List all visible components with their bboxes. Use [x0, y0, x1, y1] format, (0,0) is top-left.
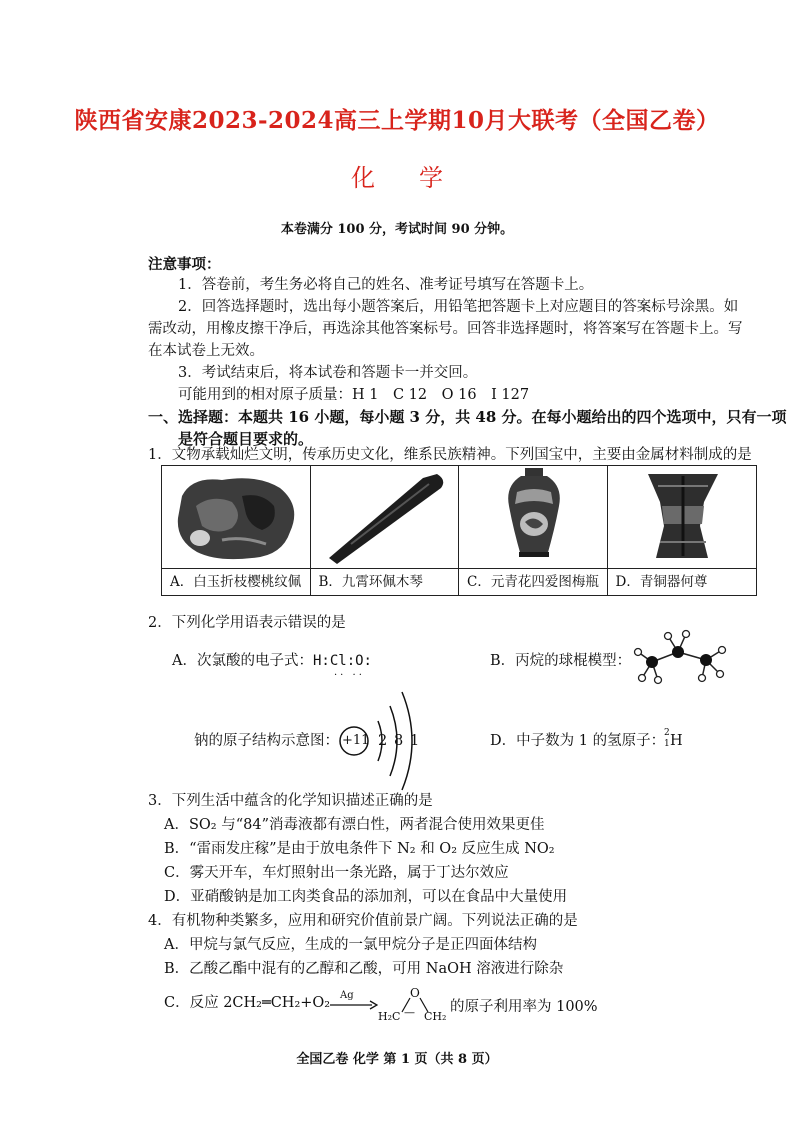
q2-option-c-label: 钠的原子结构示意图： — [194, 733, 339, 749]
section-heading: 一、选择题：本题共 16 小题，每小题 3 分，共 48 分。在每小题给出的四个选项中，只有一项 — [148, 408, 787, 426]
subject-title: 化学 — [351, 164, 487, 192]
exam-info: 本卷满分 100 分，考试时间 90 分钟。 — [280, 222, 514, 237]
shell-2-electrons: 8 — [394, 733, 404, 749]
q3-option-d: D．亚硝酸钠是加工肉类食品的添加剂，可以在食品中大量使用 — [164, 889, 568, 905]
jade-pendant-image — [162, 466, 311, 568]
blue-white-vase-image — [459, 466, 608, 568]
q2-option-a — [172, 650, 372, 672]
bronze-zun-image — [608, 466, 757, 568]
q3-option-a: A．SO₂ 与“84”消毒液都有漂白性，两者混合使用效果更佳 — [164, 817, 545, 833]
q1-option-b: B．九霄环佩木琴 — [311, 568, 460, 595]
note-item: 1．答卷前，考生务必将自己的姓名、准考证号填写在答题卡上。 — [178, 277, 594, 293]
propane-ball-stick-model — [630, 628, 730, 690]
section-heading-cont: 是符合题目要求的。 — [178, 430, 314, 448]
exam-title: 陕西省安康2023-2024高三上学期10月大联考（全国乙卷） — [74, 107, 720, 134]
epoxide-oxygen: O — [410, 986, 420, 1000]
reaction-arrow — [330, 1000, 378, 1010]
q4-option-b: B．乙酸乙酯中混有的乙醇和乙酸，可用 NaOH 溶液进行除杂 — [164, 961, 564, 977]
q4-stem: 4．有机物种类繁多，应用和研究价值前景广阔。下列说法正确的是 — [148, 913, 578, 929]
q3-stem: 3．下列生活中蕴含的化学知识描述正确的是 — [148, 793, 433, 809]
q2-option-d-label: D．中子数为 1 的氢原子： — [490, 733, 666, 749]
notes-heading: 注意事项： — [148, 256, 221, 273]
q1-stem: 1．文物承载灿烂文明，传承历史文化，维系民族精神。下列国宝中，主要由金属材料制成的是 — [148, 447, 752, 463]
atomic-number: 1 — [664, 739, 670, 749]
shell-1-electrons: 2 — [378, 733, 388, 749]
atomic-masses: 可能用到的相对原子质量：H 1 C 12 O 16 I 127 — [178, 387, 530, 403]
catalyst-label: Ag — [340, 990, 354, 1001]
hclo-electron-formula: H:Cl:O: — [312, 653, 372, 669]
q4-option-c-suffix: 的原子利用率为 100% — [450, 999, 598, 1015]
note-item: 在本试卷上无效。 — [148, 343, 264, 359]
q2-stem: 2．下列化学用语表示错误的是 — [148, 615, 346, 631]
q4-option-a: A．甲烷与氯气反应，生成的一氯甲烷分子是正四面体结构 — [164, 937, 537, 953]
epoxide-left-carbon: H₂C — [378, 1010, 401, 1023]
electron-dots: ·· ·· — [334, 670, 365, 681]
wooden-qin-image — [311, 466, 460, 568]
note-item: 需改动，用橡皮擦干净后，再选涂其他答案标号。回答非选择题时，将答案写在答题卡上。写 — [148, 321, 743, 337]
page-footer: 全国乙卷 化学 第 1 页（共 8 页） — [296, 1052, 498, 1067]
q1-image-table — [161, 465, 757, 596]
q2-option-b-label: B．丙烷的球棍模型： — [490, 653, 632, 669]
q4-option-c-prefix: C．反应 2CH₂═CH₂+O₂ — [164, 995, 331, 1011]
mass-number: 2 — [664, 728, 670, 738]
q1-option-a: A．白玉折枝樱桃纹佩 — [162, 568, 311, 595]
q1-option-d: D．青铜器何尊 — [608, 568, 757, 595]
q3-option-b: B．“雷雨发庄稼”是由于放电条件下 N₂ 和 O₂ 反应生成 NO₂ — [164, 841, 555, 857]
q3-option-c: C．雾天开车，车灯照射出一条光路，属于丁达尔效应 — [164, 865, 509, 881]
q1-option-c: C．元青花四爱图梅瓶 — [459, 568, 608, 595]
epoxide-right-carbon: CH₂ — [424, 1010, 447, 1023]
shell-3-electrons: 1 — [410, 733, 420, 749]
epoxide-bond: — — [404, 1006, 415, 1019]
note-item: 2．回答选择题时，选出每小题答案后，用铅笔把答题卡上对应题目的答案标号涂黑。如 — [178, 299, 739, 315]
note-item: 3．考试结束后，将本试卷和答题卡一并交回。 — [178, 365, 478, 381]
hydrogen-symbol: H — [670, 733, 683, 749]
q2-option-a-label: A．次氯酸的电子式： — [172, 653, 313, 669]
sodium-nucleus: +11 — [342, 733, 370, 748]
